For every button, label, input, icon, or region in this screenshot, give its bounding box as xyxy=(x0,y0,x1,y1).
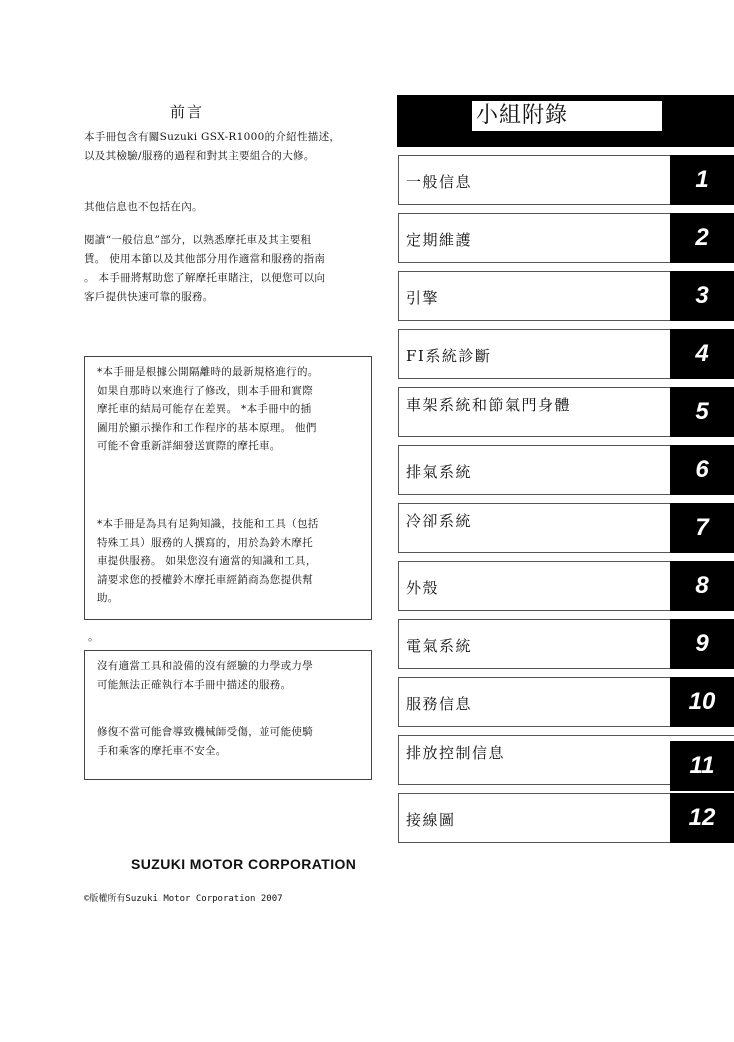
warning-box xyxy=(84,650,372,780)
warning-paragraph-1 xyxy=(97,657,365,694)
section-number: 1 xyxy=(670,155,734,205)
preface-paragraph-3 xyxy=(84,231,374,307)
text-line: 請要求您的授權鈴木摩托車經銷商為您提供幫 xyxy=(97,573,313,586)
section-label: 冷卻系統 xyxy=(406,512,473,530)
section-tab-8[interactable] xyxy=(398,561,734,611)
section-number: 11 xyxy=(670,741,734,791)
section-number: 2 xyxy=(670,213,734,263)
preface-paragraph-1 xyxy=(84,128,374,166)
section-label: 一般信息 xyxy=(406,173,473,191)
preface-title: 前言 xyxy=(170,103,205,121)
section-tab-7[interactable] xyxy=(398,503,734,553)
text-line: 沒有適當工具和設備的沒有經驗的力學或力學 xyxy=(97,660,313,672)
text-line: 閱讀“一般信息”部分，以熟悉摩托車及其主要租 xyxy=(84,234,312,246)
text-line: 手和乘客的摩托車不安全。 xyxy=(97,744,227,757)
section-number: 12 xyxy=(670,793,734,843)
text-line: 圖用於顯示操作和工作程序的基本原理。 他們 xyxy=(97,421,317,434)
section-number: 8 xyxy=(670,561,734,611)
section-label: 排放控制信息 xyxy=(406,744,506,762)
text-line: 摩托車的結局可能存在差異。 *本手冊中的插 xyxy=(97,403,312,415)
section-label: 引擎 xyxy=(406,289,440,307)
text-line: 車提供服務。 如果您沒有適當的知識和工具， xyxy=(97,555,317,567)
section-tab-11[interactable] xyxy=(398,735,734,785)
section-label: 車架系統和節氣門身體 xyxy=(406,396,572,414)
group-index-header xyxy=(397,95,734,147)
section-number: 5 xyxy=(670,387,734,437)
text-line: 客戶提供快速可靠的服務。 xyxy=(84,291,214,303)
text-line: *本手冊是為具有足夠知識，技能和工具（包括 xyxy=(97,518,319,530)
section-tab-9[interactable] xyxy=(398,619,734,669)
corporation-name: SUZUKI MOTOR CORPORATION xyxy=(131,856,357,872)
text-line: 本手冊包含有關Suzuki GSX-R1000的介紹性描述， xyxy=(84,131,341,143)
text-line: 其他信息也不包括在內。 xyxy=(84,201,203,213)
section-label: 接線圖 xyxy=(406,811,456,829)
section-tab-5[interactable] xyxy=(398,387,734,437)
text-line: 賃。 使用本節以及其他部分用作適當和服務的指南 xyxy=(84,253,326,265)
dot-mark: 。 xyxy=(88,630,99,643)
text-line: 助。 xyxy=(97,592,119,604)
section-tab-10[interactable] xyxy=(398,677,734,727)
section-number: 6 xyxy=(670,445,734,495)
section-label: 外殼 xyxy=(406,579,440,597)
section-tab-3[interactable] xyxy=(398,271,734,321)
copyright-notice: ©版權所有Suzuki Motor Corporation 2007 xyxy=(84,894,283,904)
section-tab-4[interactable] xyxy=(398,329,734,379)
section-label: FI系統診斷 xyxy=(406,347,492,365)
section-number: 10 xyxy=(670,677,734,727)
section-label: 電氣系統 xyxy=(406,637,473,655)
text-line: 可能無法正確執行本手冊中描述的服務。 xyxy=(97,678,292,691)
text-line: 以及其檢驗/服務的過程和對其主要組合的大修。 xyxy=(84,150,315,162)
section-tab-6[interactable] xyxy=(398,445,734,495)
warning-paragraph-2 xyxy=(97,723,365,760)
text-line: 。 本手冊將幫助您了解摩托車賭注，以便您可以向 xyxy=(84,272,326,284)
text-line: 修復不當可能會導致機械師受傷，並可能使騎 xyxy=(97,726,313,738)
notice-paragraph-2 xyxy=(97,515,365,608)
section-tab-2[interactable] xyxy=(398,213,734,263)
section-tab-12[interactable] xyxy=(398,793,734,843)
section-number: 7 xyxy=(670,503,734,553)
section-label: 服務信息 xyxy=(406,695,473,713)
section-number: 3 xyxy=(670,271,734,321)
text-line: 特殊工具）服務的人撰寫的，用於為鈴木摩托 xyxy=(97,536,313,549)
section-label: 排氣系統 xyxy=(406,463,473,481)
text-line: 如果自那時以來進行了修改，則本手冊和實際 xyxy=(97,384,313,397)
text-line: *本手冊是根據公開隔離時的最新規格進行的。 xyxy=(97,366,319,378)
section-tab-1[interactable] xyxy=(398,155,734,205)
section-number: 9 xyxy=(670,619,734,669)
section-label: 定期維護 xyxy=(406,231,473,249)
group-index-title: 小組附錄 xyxy=(472,101,662,131)
notice-paragraph-1 xyxy=(97,363,365,456)
section-number: 4 xyxy=(670,329,734,379)
notice-box xyxy=(84,356,372,620)
text-line: 可能不會重新詳細發送實際的摩托車。 xyxy=(97,440,281,452)
preface-paragraph-2 xyxy=(84,198,374,217)
